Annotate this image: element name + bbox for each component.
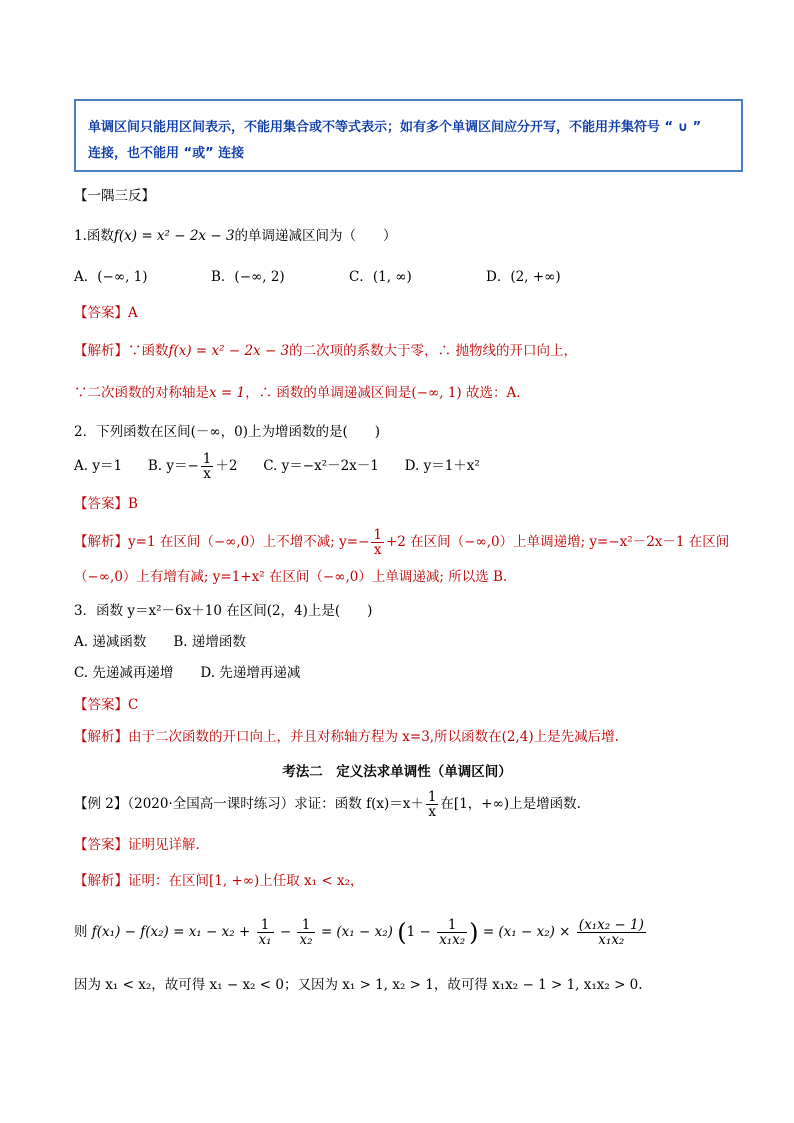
ex2-stem: 【例 2】（2020·全国高一课时练习）求证：函数 f(x)＝x＋ $\frac{1}{x}$ 在[1，+∞)上是增函数. — [74, 789, 581, 820]
q2-analysis-line2: （−∞,0）上有增有减; y=1+x² 在区间（−∞,0）上单调递减; 所以选 B. — [74, 569, 508, 585]
q3-stem: 3．函数 y＝x²－6x＋10 在区间(2，4)上是( ) — [74, 603, 373, 619]
answer-tag: 【答案】 — [74, 305, 128, 321]
ex2-answer — [74, 835, 200, 855]
q2-option-d: D. y＝1＋x² — [404, 458, 480, 474]
q1-prefix: 1.函数 — [74, 228, 114, 244]
q1-func: f(x) = x² − 2x − 3 — [113, 228, 235, 244]
answer-value: C — [128, 697, 139, 713]
q1-option-a: A．(−∞, 1) — [74, 269, 148, 285]
analysis-tag: 【解析】 — [74, 729, 128, 745]
q1-analysis-line2: ∵二次函数的对称轴是x = 1，∴ 函数的单调递减区间是(−∞, 1) 故选：A． — [74, 385, 530, 401]
tip-box — [74, 99, 743, 172]
ex2-last-line: 因为 x₁ < x₂，故可得 x₁ − x₂ < 0；又因为 x₁ > 1, x₂ > 1，故可得 x₁x₂ − 1 > 1, x₁x₂ > 0. — [74, 977, 643, 993]
q1-option-c: C．(1, ∞) — [349, 269, 412, 285]
open-paren: ( — [397, 918, 407, 947]
analysis-tag: 【解析】 — [74, 873, 128, 889]
close-paren: ) — [469, 918, 479, 947]
q1-analysis-line1: 【解析】∵函数f(x) = x² − 2x − 3的二次项的系数大于零，∴ 抛物线的开口向上， — [74, 343, 577, 359]
q2-stem: 2．下列函数在区间(－∞，0)上为增函数的是( ) — [74, 424, 380, 440]
method-title: 考法二 定义法求单调性（单调区间） — [282, 764, 512, 780]
q3-options-row1: A. 递减函数 B. 递增函数 — [74, 634, 246, 650]
ex2-analysis-line1: 【解析】证明：在区间[1, +∞)上任取 x₁ < x₂， — [74, 873, 364, 889]
answer-value: B — [128, 496, 138, 512]
answer-tag: 【答案】 — [74, 837, 128, 853]
answer-value: 证明见详解. — [128, 837, 200, 853]
tip-line-2: 连接，也不能用 “或” 连接 — [88, 146, 245, 161]
tip-line-1: 单调区间只能用区间表示，不能用集合或不等式表示；如有多个单调区间应分开写，不能用并集符号 “ ∪ ” — [88, 120, 702, 135]
answer-value: A — [128, 305, 138, 321]
q2-option-a: A. y＝1 — [74, 458, 123, 474]
q2-answer — [74, 494, 138, 514]
q2-option-b: B. y＝− $\frac{1}{x}$ ＋2 — [147, 451, 238, 482]
analysis-tag: 【解析】 — [74, 534, 128, 550]
section-header: 【一隅三反】 — [74, 188, 155, 204]
q3-answer — [74, 695, 138, 715]
q1-stem — [74, 226, 397, 246]
q3-options-row2: C. 先递减再递增 D. 先递增再递减 — [74, 665, 301, 681]
q2-options — [74, 452, 480, 481]
q1-answer — [74, 303, 138, 323]
q1-suffix: 的单调递减区间为（ ） — [234, 228, 397, 244]
q2-option-c: C. y＝−x²－2x－1 — [263, 458, 379, 474]
analysis-tag: 【解析】 — [74, 343, 128, 359]
q1-option-d: D．(2, +∞) — [486, 269, 561, 285]
q2-analysis-line1: 【解析】y=1 在区间（−∞,0）上不增不减; y=− $\frac{1}{x}$ +2 在区间（−∞,0）上单调递增; y=−x²－2x－1 在区间 — [74, 527, 730, 558]
answer-tag: 【答案】 — [74, 697, 128, 713]
answer-tag: 【答案】 — [74, 496, 128, 512]
ex2-equation: 则 f(x₁) − f(x₂) = x₁ − x₂ + $\frac{1}{\text{x₁}}$ − $\frac{1}{\text{x₂}}$ = (x₁ − x₂) (1 − $\frac{1}{\text{x₁x₂}}$ ) = (x₁ − x₂) × $\frac{\text{(x₁x₂ − 1)}}{\text{x₁x₂}}$ — [74, 917, 644, 948]
q3-analysis: 【解析】由于二次函数的开口向上，并且对称轴方程为 x=3,所以函数在(2,4)上是先减后增. — [74, 729, 619, 745]
q1-option-b: B．(−∞, 2) — [211, 269, 285, 285]
